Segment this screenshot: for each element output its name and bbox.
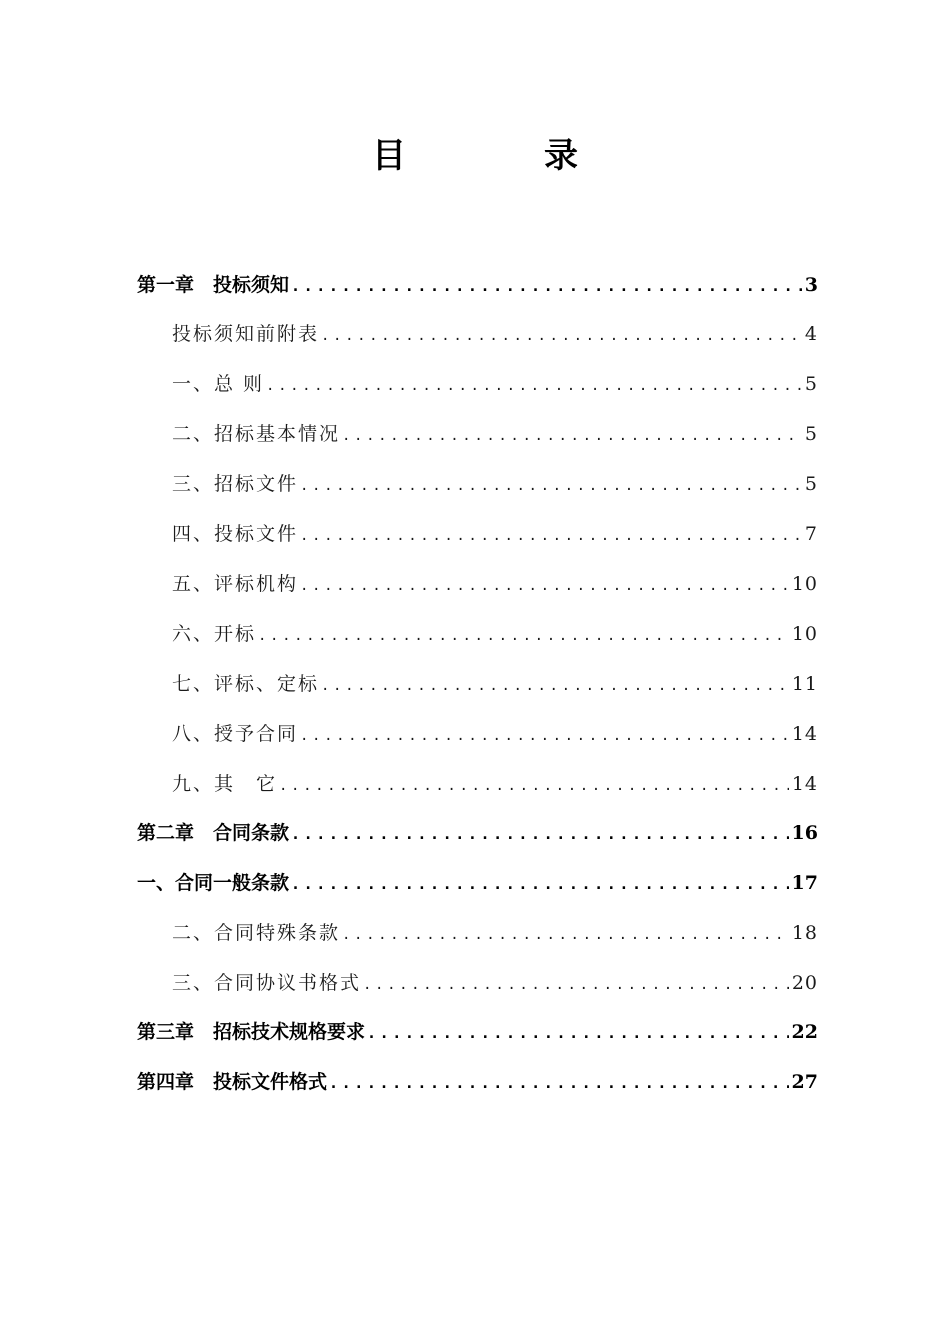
- toc-entry-attached-table[interactable]: [172, 318, 818, 350]
- toc-page-number: 3: [804, 274, 818, 296]
- toc-leader-dots: [279, 770, 789, 802]
- toc-leader-dots: [367, 1017, 789, 1049]
- toc-entry-tender-docs[interactable]: [172, 468, 818, 500]
- toc-entry-label: 二、合同特殊条款: [172, 922, 341, 944]
- toc-leader-dots: [321, 320, 802, 352]
- toc-entry-label: 四、投标文件: [172, 523, 299, 545]
- toc-entry-label: 投标须知前附表: [172, 323, 320, 345]
- toc-page-number: 14: [791, 723, 818, 745]
- toc-entry-chapter-2[interactable]: [137, 817, 818, 849]
- toc-entry-basic-info[interactable]: [172, 418, 818, 450]
- toc-leader-dots: [342, 919, 789, 951]
- toc-page-number: 14: [791, 773, 818, 795]
- toc-leader-dots: [300, 720, 789, 752]
- toc-page-number: 27: [791, 1071, 818, 1093]
- toc-leader-dots: [363, 969, 789, 1001]
- toc-leader-dots: [266, 370, 802, 402]
- toc-entry-general-terms[interactable]: [137, 867, 818, 899]
- toc-entry-general[interactable]: [172, 368, 818, 400]
- toc-page-number: 22: [791, 1021, 818, 1043]
- toc-entry-special-terms[interactable]: [172, 917, 818, 949]
- toc-entry-label: 二、招标基本情况: [172, 423, 341, 445]
- toc-entry-label: 第四章 投标文件格式: [137, 1071, 328, 1093]
- toc-page-number: 5: [804, 373, 818, 395]
- page-title: 目 录: [372, 136, 630, 176]
- toc-entry-label: 一、合同一般条款: [137, 872, 290, 894]
- toc-entry-label: 第三章 招标技术规格要求: [137, 1021, 366, 1043]
- toc-entry-label: 六、开标: [172, 623, 257, 645]
- toc-entry-contract-award[interactable]: [172, 718, 818, 750]
- toc-leader-dots: [321, 670, 789, 702]
- toc-page-number: 5: [804, 473, 818, 495]
- toc-page-number: 20: [791, 972, 818, 994]
- toc-page-number: 10: [791, 623, 818, 645]
- toc-entry-bid-opening[interactable]: [172, 618, 818, 650]
- toc-leader-dots: [329, 1067, 789, 1099]
- toc-entry-label: 一、总 则: [172, 373, 265, 395]
- toc-page-number: 10: [791, 573, 818, 595]
- toc-entry-evaluation-award[interactable]: [172, 668, 818, 700]
- toc-leader-dots: [300, 570, 789, 602]
- toc-entry-label: 八、授予合同: [172, 723, 299, 745]
- toc-leader-dots: [300, 520, 802, 552]
- toc-page-number: 16: [791, 822, 818, 844]
- toc-entry-chapter-4[interactable]: [137, 1066, 818, 1098]
- toc-entry-agreement-format[interactable]: [172, 967, 818, 999]
- toc-leader-dots: [291, 818, 789, 850]
- toc-leader-dots: [258, 620, 789, 652]
- toc-entry-other[interactable]: [172, 768, 818, 800]
- toc-page-number: 17: [791, 872, 818, 894]
- toc-entry-label: 七、评标、定标: [172, 673, 320, 695]
- toc-entry-label: 五、评标机构: [172, 573, 299, 595]
- toc-leader-dots: [342, 420, 802, 452]
- toc-entry-label: 三、合同协议书格式: [172, 972, 362, 994]
- toc-page-number: 18: [791, 922, 818, 944]
- toc-leader-dots: [300, 470, 802, 502]
- toc-entry-bid-docs[interactable]: [172, 518, 818, 550]
- toc-leader-dots: [291, 270, 802, 302]
- toc-page-number: 5: [804, 423, 818, 445]
- toc-entry-label: 第一章 投标须知: [137, 274, 290, 296]
- toc-entry-label: 第二章 合同条款: [137, 822, 290, 844]
- toc-page-number: 7: [804, 523, 818, 545]
- toc-entry-label: 三、招标文件: [172, 473, 299, 495]
- toc-leader-dots: [291, 868, 789, 900]
- toc-entry-evaluation-body[interactable]: [172, 568, 818, 600]
- toc-page-number: 11: [791, 673, 818, 695]
- toc-entry-chapter-3[interactable]: [137, 1016, 818, 1048]
- toc-entry-label: 九、其 它: [172, 773, 278, 795]
- toc-entry-chapter-1[interactable]: [137, 269, 818, 301]
- toc-page-number: 4: [804, 323, 818, 345]
